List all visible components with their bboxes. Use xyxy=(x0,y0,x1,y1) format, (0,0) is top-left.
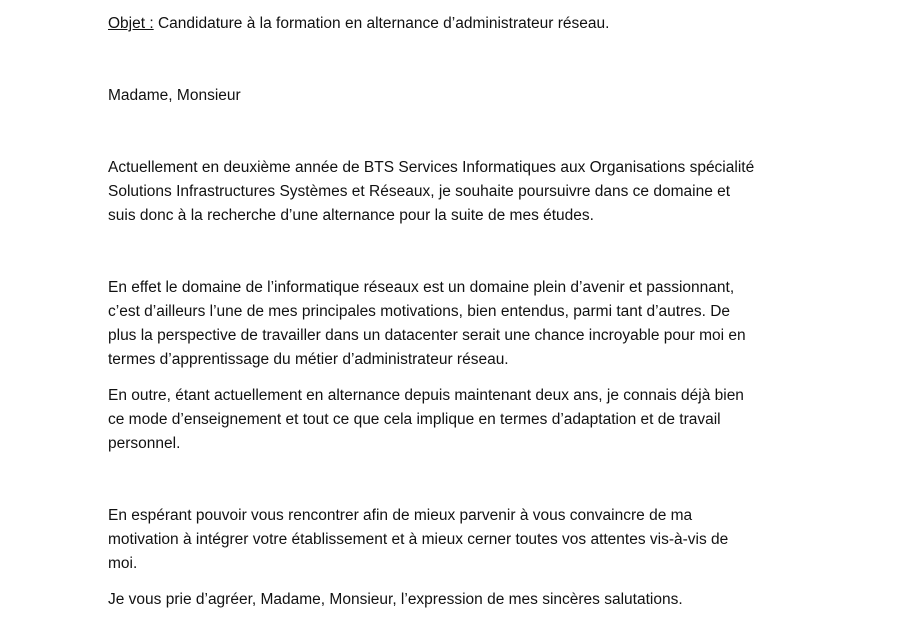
spacer xyxy=(108,36,808,84)
spacer xyxy=(108,456,808,504)
cover-letter xyxy=(108,12,808,612)
subject-line xyxy=(108,12,808,36)
spacer xyxy=(108,228,808,276)
spacer xyxy=(108,576,808,588)
paragraph-experience: En outre, étant actuellement en alternance depuis maintenant deux ans, je connais déjà bien ce mode d’enseignement et tout ce que cela implique en termes d’adaptation et de travail personnel. xyxy=(108,387,744,452)
paragraph-motivation: En effet le domaine de l’informatique réseaux est un domaine plein d’avenir et passionnant, c’est d’ailleurs l’une de mes principales motivations, bien entendus, parmi tant d’autres. De plus la perspective de travailler dans un datacenter serait une chance incroyable pour moi en termes d’apprentissage du métier d’administrateur réseau. xyxy=(108,279,746,368)
paragraph-intro: Actuellement en deuxième année de BTS Services Informatiques aux Organisations spécialité Solutions Infrastructures Systèmes et Réseaux, je souhaite poursuivre dans ce domaine et suis donc à la recherche d’une alternance pour la suite de mes études. xyxy=(108,159,755,224)
spacer xyxy=(108,108,808,156)
spacer xyxy=(108,372,808,384)
greeting: Madame, Monsieur xyxy=(108,87,241,104)
subject-label: Objet : xyxy=(108,15,154,32)
paragraph-closing: En espérant pouvoir vous rencontrer afin de mieux parvenir à vous convaincre de ma motivation à intégrer votre établissement et à mieux cerner toutes vos attentes vis-à-vis de moi. xyxy=(108,507,729,572)
paragraph-salutation: Je vous prie d’agréer, Madame, Monsieur, l’expression de mes sincères salutations. xyxy=(108,591,683,608)
subject-text: Candidature à la formation en alternance d’administrateur réseau. xyxy=(153,15,610,32)
